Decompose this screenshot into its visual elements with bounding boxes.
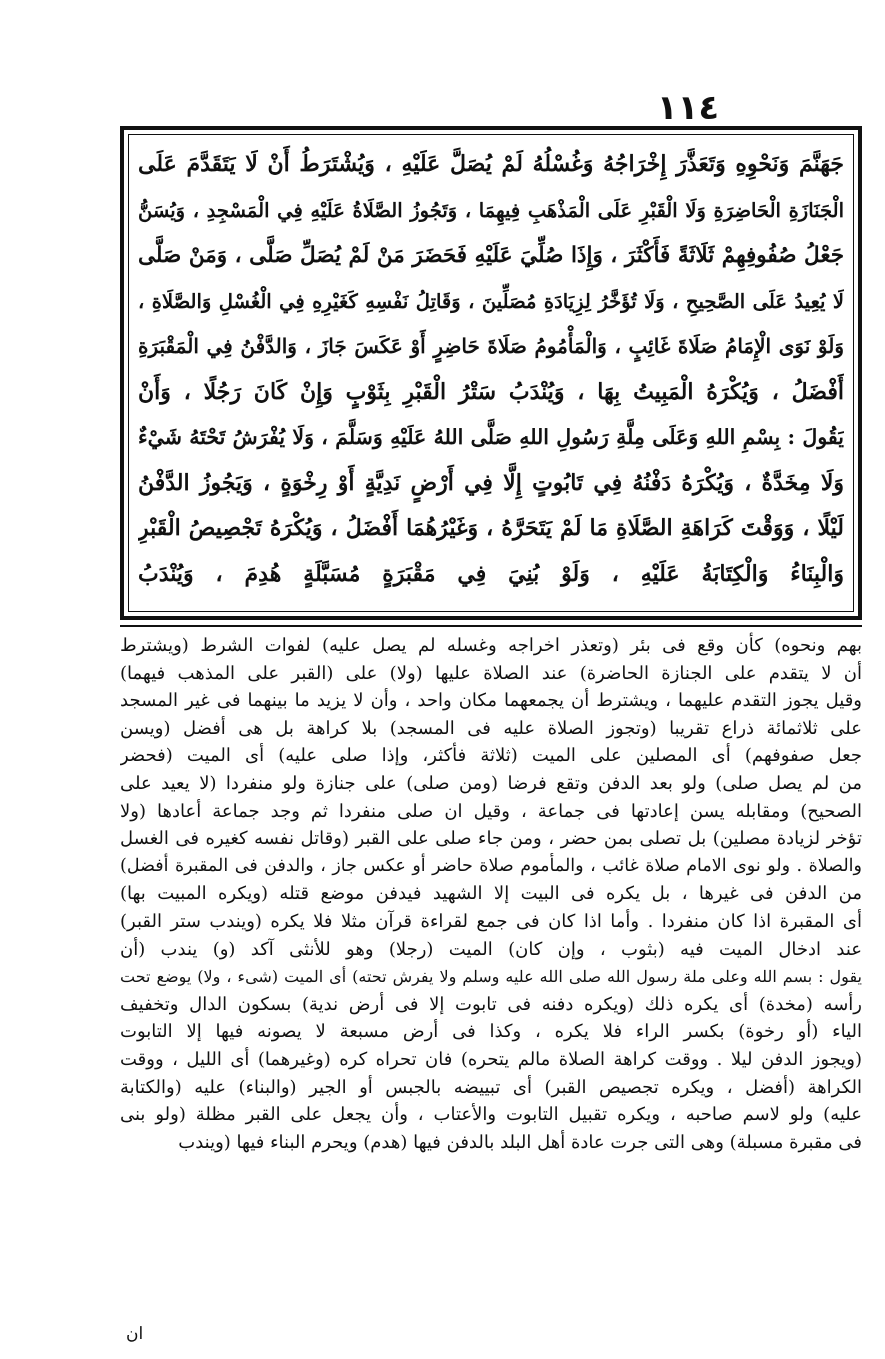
sharh-line: يقول : بسم الله وعلى ملة رسول الله صلى الله عليه وسلم ولا يفرش تحته) أى الميت (شىء ، ولا) يوضع تحت [120, 967, 862, 987]
sharh-line: رأسه (مخدة) أى يكره ذلك (ويكره دفنه فى تابوت إلا فى أرض ندية) بسكون الدال وتخفيف [120, 993, 862, 1015]
sharh-text [120, 632, 862, 1156]
matn-line: وَلَا مِخَدَّةٌ ، وَيُكْرَهُ دَفْنُهُ فِي تَابُوتٍ إِلَّا فِي أَرْضٍ نَدِيَّةٍ أَوْ رِخْوَةٍ ، وَيَجُوزُ الدَّفْنُ [138, 469, 844, 496]
sharh-line: الكراهة (أفضل ، ويكره تجصيص القبر) أى تبييضه بالجبس أو الجير (والبناء) عليه (والكتابة [120, 1076, 862, 1098]
matn-line: وَالْبِنَاءُ وَالْكِتَابَةُ عَلَيْهِ ، وَلَوْ بُنِيَ فِي مَقْبَرَةٍ مُسَبَّلَةٍ هُدِمَ ، وَيُنْدَبُ [138, 560, 844, 587]
sharh-line: جعل صفوفهم) أى المصلين على الميت (ثلاثة فأكثر، وإذا صلى عليه) أى الميت (فحضر [120, 745, 862, 767]
catchword: ان [126, 1324, 144, 1344]
page-number: ١١٤ [656, 88, 720, 128]
matn-line: جَهَنَّمَ وَنَحْوِهِ وَتَعَذَّرَ إِخْرَاجُهُ وَغُسْلُهُ لَمْ يُصَلَّ عَلَيْهِ ، وَيُشْتَرَطُ أَنْ لَا يَتَقَدَّمَ عَلَى [138, 151, 844, 177]
separator-line [120, 625, 862, 627]
sharh-line: أى المقبرة اذا كان منفردا . وأما اذا كان فى جمع لقراءة قرآن مثلا فلا يكره (ويندب ستر القبر) [120, 910, 862, 932]
matn-line: وَلَوْ نَوَى الْإِمَامُ صَلَاةَ غَائِبٍ ، وَالْمَأْمُومُ صَلَاةَ حَاضِرٍ أَوْ عَكَسَ جَازَ ، وَالدَّفْنُ فِي الْمَقْبَرَةِ [138, 334, 844, 358]
sharh-line: والصلاة . ولو نوى الامام صلاة غائب ، والمأموم صلاة حاضر أو عكس جاز ، والدفن فى المقبرة أفضل) [120, 855, 862, 876]
sharh-line: الياء (أو رخوة) بكسر الراء فلا يكره ، وكذا فى أرض مسبعة لا يصونه فيها إلا التابوت [120, 1021, 862, 1043]
sharh-line: عليه) ولو لاسم صاحبه ، ويكره تقبيل التابوت والأعتاب ، وأن يجعل على القبر مظلة (ولو بنى [120, 1104, 862, 1126]
matn-line: الْجَنَازَةِ الْحَاضِرَةِ وَلَا الْقَبْرِ عَلَى الْمَذْهَبِ فِيهِمَا ، وَتَجُوزُ الصَّلَاةُ عَلَيْهِ فِي الْمَسْجِدِ ، وَيُسَنُّ [138, 198, 844, 222]
sharh-line: على ثلاثمائة ذراع تقريبا (وتجوز الصلاة عليه فى المسجد) بلا كراهة بل هى أفضل (ويسن [120, 717, 862, 739]
sharh-line: الصحيح) ومقابله يسن إعادتها فى جماعة ، وقيل ان صلى منفردا ثم وجد جماعة أعادها (ولا [120, 800, 862, 822]
sharh-line: من لم يصل صلى) ولو بعد الدفن وتقع فرضا (ومن صلى) على جنازة ولو منفردا (لا يعيد على [120, 772, 862, 794]
sharh-line: فى مقبرة مسبلة) وهى التى جرت عادة أهل البلد بالدفن فيها (هدم) ويحرم البناء فيها (ويندب [178, 1131, 862, 1153]
sharh-line: أن لا يتقدم على الجنازة الحاضرة) عند الصلاة عليها (ولا) على (القبر على المذهب فيهما) [120, 662, 862, 684]
matn-line: أَفْضَلُ ، وَيُكْرَهُ الْمَبِيتُ بِهَا ، وَيُنْدَبُ سَتْرُ الْقَبْرِ بِثَوْبٍ وَإِنْ كَانَ رَجُلًا ، وَأَنْ [138, 378, 844, 405]
matn-line: لَا يُعِيدُ عَلَى الصَّحِيحِ ، وَلَا تُؤَخَّرُ لِزِيَادَةِ مُصَلِّينَ ، وَقَاتِلُ نَفْسِهِ كَغَيْرِهِ فِي الْغُسْلِ وَالصَّلَاةِ ، [138, 289, 844, 313]
matn-line: جَعْلُ صُفُوفِهِمْ ثَلَاثَةً فَأَكْثَرَ ، وَإِذَا صُلِّيَ عَلَيْهِ فَحَضَرَ مَنْ لَمْ يُصَلِّ صَلَّى ، وَمَنْ صَلَّى [138, 243, 844, 268]
sharh-line: بهم ونحوه) كأن وقع فى بئر (وتعذر اخراجه وغسله لم يصل عليه) لفوات الشرط (ويشترط [120, 635, 862, 656]
sharh-line: من الدفن فى غيرها ، بل يكره فى البيت إلا الشهيد فيدفن موضع قتله (ويكره المبيت بها) [120, 883, 862, 905]
matn-line: لَيْلًا ، وَوَقْتَ كَرَاهَةِ الصَّلَاةِ مَا لَمْ يَتَحَرَّهُ ، وَغَيْرُهُمَا أَفْضَلُ ، وَيُكْرَهُ تَجْصِيصُ الْقَبْرِ [138, 515, 844, 541]
sharh-line: عند ادخال الميت فيه (بثوب ، وإن كان) الميت (رجلا) وهو للأنثى آكد (و) يندب (أن [120, 938, 862, 960]
sharh-line: وقيل يجوز التقدم عليهما ، ويشترط أن يجمعهما مكان واحد ، وأن لا يزيد ما بينهما فى غير المسجد [120, 690, 862, 712]
matn-frame [120, 126, 862, 620]
sharh-line: (ويجوز الدفن ليلا . ووقت كراهة الصلاة مالم يتحره) فان تحراه كره (وغيرهما) أى الليل ، ووقت [120, 1048, 862, 1070]
sharh-line: تؤخر لزيادة مصلين) بل تصلى بمن حضر ، ومن جاء صلى على القبر (وقاتل نفسه كغيره فى الغسل [120, 828, 862, 850]
matn-text [138, 142, 844, 608]
matn-line: يَقُولَ : بِسْمِ اللهِ وَعَلَى مِلَّةِ رَسُولِ اللهِ صَلَّى اللهُ عَلَيْهِ وَسَلَّمَ ، وَلَا يُفْرَشُ تَحْتَهُ شَيْءٌ [138, 425, 844, 449]
